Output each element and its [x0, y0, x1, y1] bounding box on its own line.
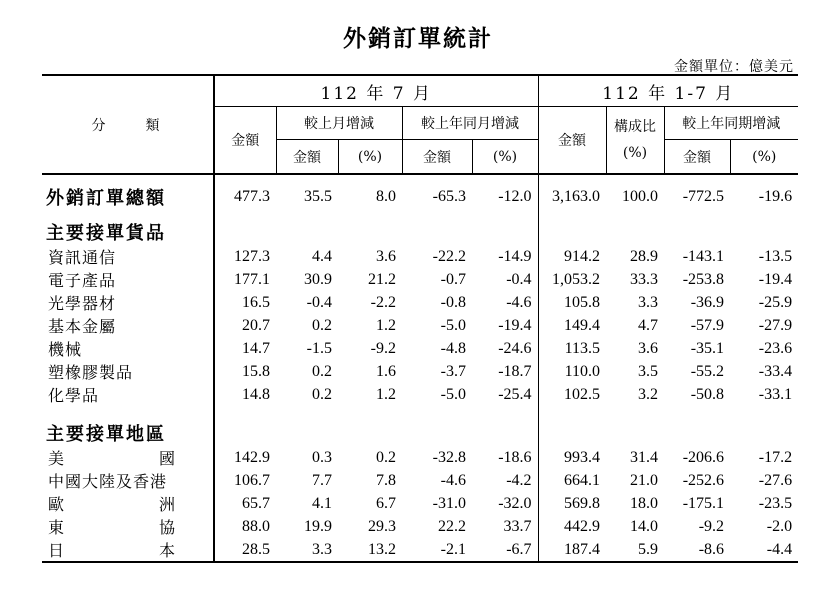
cell-value: -252.6: [682, 471, 725, 489]
header-vs-same-period: 較上年同期增減: [664, 107, 798, 140]
cell-value: -14.9: [498, 247, 532, 265]
cell-value: -17.2: [758, 448, 793, 466]
cell-value: 3.5: [638, 362, 659, 380]
empty-cell: [538, 420, 606, 446]
cell-value: 914.2: [538, 245, 606, 268]
row-label: [42, 492, 214, 515]
row-label: [42, 515, 214, 538]
row-label: 電子產品: [48, 271, 117, 290]
table-row: [42, 245, 798, 268]
cell-value: 1.2: [376, 316, 396, 334]
empty-cell: [338, 406, 402, 420]
header-composition-unit: (%): [622, 145, 648, 161]
cell-value: -0.4: [306, 293, 332, 311]
table-row: [42, 360, 798, 383]
sub-pct: (%): [472, 140, 538, 175]
cell-value: 664.1: [538, 469, 606, 492]
cell-value: 19.9: [304, 517, 332, 535]
cell-value: -0.4: [506, 270, 532, 288]
row-label: [42, 446, 214, 469]
cell-value: 113.5: [538, 337, 606, 360]
cell-value: 33.7: [503, 517, 532, 535]
cell-value: -31.0: [432, 494, 466, 512]
empty-cell: [276, 219, 338, 245]
cell-value: 4.1: [312, 494, 332, 512]
cell-value: 127.3: [214, 245, 276, 268]
row-label: 化學品: [48, 386, 100, 405]
cell-value: 0.3: [312, 448, 332, 466]
cell-value: -23.5: [758, 494, 793, 512]
sub-amount: 金額: [402, 140, 472, 175]
cell-value: 569.8: [538, 492, 606, 515]
header-amount-ytd: 金額: [538, 107, 606, 175]
empty-cell: [276, 406, 338, 420]
cell-value: 14.7: [214, 337, 276, 360]
cell-value: 187.4: [538, 538, 606, 562]
cell-value: 14.8: [214, 383, 276, 406]
cell-value: -0.7: [440, 270, 466, 288]
table-row: [42, 383, 798, 406]
cell-value: 16.5: [214, 291, 276, 314]
cell-value: 31.4: [630, 448, 659, 466]
empty-cell: [664, 406, 730, 420]
empty-cell: [42, 406, 214, 420]
empty-cell: [276, 420, 338, 446]
cell-value: 21.0: [630, 471, 659, 489]
cell-value: 88.0: [214, 515, 276, 538]
row-label-spread: [48, 492, 176, 515]
row-label: 資訊通信: [48, 248, 117, 267]
cell-value: -32.8: [432, 448, 466, 466]
cell-value: 22.2: [438, 517, 466, 535]
cell-value: 102.5: [538, 383, 606, 406]
section-title: 主要接單地區: [46, 424, 166, 445]
table-row: [42, 268, 798, 291]
cell-value: -2.2: [370, 293, 396, 311]
page-title: 外銷訂單統計: [343, 25, 493, 52]
cell-value: -50.8: [690, 385, 725, 403]
cell-value: 0.2: [312, 385, 332, 403]
cell-value: 28.9: [630, 247, 659, 265]
cell-value: 7.7: [312, 471, 332, 489]
sub-amount: 金額: [276, 140, 338, 175]
cell-value: -2.1: [402, 538, 472, 562]
sub-pct: (%): [338, 140, 402, 175]
cell-value: 18.0: [630, 494, 659, 512]
cell-value: 3.6: [638, 339, 659, 357]
export-orders-table: [42, 74, 798, 563]
cell-value: -36.9: [690, 293, 725, 311]
row-label: [42, 538, 214, 562]
cell-value: 1.6: [376, 362, 396, 380]
header-vs-same-month: 較上年同月增減: [402, 107, 538, 140]
cell-value: 177.1: [214, 268, 276, 291]
empty-cell: [538, 219, 606, 245]
row-label-char: 國: [158, 449, 176, 468]
empty-cell: [214, 219, 276, 245]
cell-value: 142.9: [214, 446, 276, 469]
row-label: 光學器材: [48, 294, 117, 313]
cell-value: -24.6: [498, 339, 532, 357]
cell-value: 20.7: [214, 314, 276, 337]
cell-value: 993.4: [538, 446, 606, 469]
cell-value: 0.2: [312, 362, 332, 380]
empty-cell: [472, 420, 538, 446]
cell-value: -9.2: [370, 339, 396, 357]
cell-value: -18.7: [498, 362, 532, 380]
cell-value: -8.6: [664, 538, 730, 562]
cell-value: -2.0: [766, 517, 793, 535]
header-composition-label: 構成比: [614, 119, 657, 135]
cell-value: 105.8: [538, 291, 606, 314]
cell-value: 21.2: [368, 270, 396, 288]
cell-value: -772.5: [682, 188, 725, 205]
empty-cell: [338, 219, 402, 245]
header-vs-last-month: 較上月增減: [276, 107, 402, 140]
row-label-char: 洲: [158, 495, 176, 514]
row-label-char: 東: [48, 518, 66, 537]
cell-value: -65.3: [432, 188, 466, 205]
cell-value: 4.4: [312, 247, 332, 265]
empty-cell: [402, 406, 472, 420]
empty-cell: [214, 420, 276, 446]
cell-value: 3,163.0: [538, 174, 606, 219]
cell-value: -27.6: [758, 471, 793, 489]
cell-value: -4.2: [506, 471, 532, 489]
cell-value: -35.1: [690, 339, 725, 357]
row-label: 外銷訂單總額: [46, 188, 166, 209]
cell-value: -4.6: [440, 471, 466, 489]
cell-value: 7.8: [376, 471, 396, 489]
empty-cell: [402, 219, 472, 245]
cell-value: -32.0: [498, 494, 532, 512]
cell-value: -13.5: [758, 247, 793, 265]
table-row: [42, 314, 798, 337]
table-row: [42, 446, 798, 469]
cell-value: -6.7: [472, 538, 538, 562]
cell-value: 14.0: [630, 517, 659, 535]
header-amount-month: 金額: [214, 107, 276, 175]
cell-value: -33.4: [758, 362, 793, 380]
empty-cell: [214, 406, 276, 420]
cell-value: 442.9: [538, 515, 606, 538]
table-row: [42, 492, 798, 515]
row-label-spread: [48, 446, 176, 469]
row-label: 中國大陸及香港: [48, 472, 168, 491]
table-row: [42, 515, 798, 538]
row-label-char: 日: [48, 541, 66, 560]
cell-value: 3.3: [276, 538, 338, 562]
cell-value: -5.0: [440, 385, 466, 403]
header-period-ytd: 112 年 1-7 月: [538, 75, 798, 107]
cell-value: -27.9: [758, 316, 793, 334]
cell-value: -22.2: [432, 247, 466, 265]
row-label-char: 本: [158, 541, 176, 560]
table-row: [42, 291, 798, 314]
header-category: 分 類: [42, 75, 214, 174]
cell-value: -0.8: [440, 293, 466, 311]
cell-value: 1.2: [376, 385, 396, 403]
table-body: [42, 174, 798, 562]
cell-value: 30.9: [304, 270, 332, 288]
cell-value: -57.9: [690, 316, 725, 334]
cell-value: 28.5: [214, 538, 276, 562]
empty-cell: [730, 406, 798, 420]
cell-value: 4.7: [638, 316, 659, 334]
cell-value: 6.7: [376, 494, 396, 512]
row-label-char: 美: [48, 449, 66, 468]
cell-value: 65.7: [214, 492, 276, 515]
cell-value: 33.3: [630, 270, 659, 288]
empty-cell: [472, 219, 538, 245]
empty-cell: [664, 219, 730, 245]
header-composition: [606, 107, 664, 175]
cell-value: -1.5: [306, 339, 332, 357]
cell-value: -19.6: [758, 188, 793, 205]
row-label-spread: [48, 515, 176, 538]
cell-value: 477.3: [214, 174, 276, 219]
empty-cell: [730, 420, 798, 446]
cell-value: -4.4: [730, 538, 798, 562]
cell-value: 0.2: [312, 316, 332, 334]
cell-value: -55.2: [690, 362, 725, 380]
cell-value: 1,053.2: [538, 268, 606, 291]
cell-value: -5.0: [440, 316, 466, 334]
table-row-total: [42, 174, 798, 219]
empty-cell: [402, 420, 472, 446]
table-row: [42, 337, 798, 360]
cell-value: -253.8: [682, 270, 725, 288]
cell-value: 149.4: [538, 314, 606, 337]
cell-value: 5.9: [606, 538, 664, 562]
section-header-row: [42, 420, 798, 446]
cell-value: -4.6: [506, 293, 532, 311]
empty-cell: [606, 406, 664, 420]
cell-value: -12.0: [498, 188, 532, 205]
sub-amount: 金額: [664, 140, 730, 175]
unit-note: 金額單位：億美元: [674, 59, 794, 75]
row-label: 機械: [48, 340, 83, 359]
cell-value: 15.8: [214, 360, 276, 383]
cell-value: -25.9: [758, 293, 793, 311]
cell-value: 8.0: [376, 188, 396, 205]
cell-value: -143.1: [682, 247, 725, 265]
cell-value: -175.1: [682, 494, 725, 512]
sub-pct: (%): [730, 140, 798, 175]
empty-cell: [606, 420, 664, 446]
cell-value: -18.6: [498, 448, 532, 466]
empty-cell: [472, 406, 538, 420]
cell-value: 29.3: [368, 517, 396, 535]
cell-value: 13.2: [338, 538, 402, 562]
cell-value: 100.0: [622, 188, 659, 205]
spacer-row: [42, 406, 798, 420]
cell-value: -33.1: [758, 385, 793, 403]
row-label-char: 協: [158, 518, 176, 537]
header-period-month: 112 年 7 月: [214, 75, 538, 107]
section-title: 主要接單貨品: [46, 223, 166, 244]
row-label-char: 歐: [48, 495, 66, 514]
cell-value: 106.7: [214, 469, 276, 492]
cell-value: -4.8: [440, 339, 466, 357]
cell-value: 3.3: [638, 293, 659, 311]
cell-value: 3.2: [638, 385, 659, 403]
row-label: 塑橡膠製品: [48, 363, 134, 382]
table-row: [42, 469, 798, 492]
empty-cell: [606, 219, 664, 245]
empty-cell: [664, 420, 730, 446]
cell-value: 35.5: [304, 188, 332, 205]
empty-cell: [338, 420, 402, 446]
cell-value: -23.6: [758, 339, 793, 357]
cell-value: -19.4: [498, 316, 532, 334]
empty-cell: [538, 406, 606, 420]
cell-value: 110.0: [538, 360, 606, 383]
empty-cell: [730, 219, 798, 245]
cell-value: -206.6: [682, 448, 725, 466]
section-header-row: [42, 219, 798, 245]
cell-value: -25.4: [498, 385, 532, 403]
row-label: 基本金屬: [48, 317, 117, 336]
cell-value: 0.2: [376, 448, 396, 466]
cell-value: -9.2: [698, 517, 725, 535]
cell-value: -19.4: [758, 270, 793, 288]
table-row: [42, 538, 798, 562]
row-label-spread: [48, 538, 176, 561]
cell-value: 3.6: [376, 247, 396, 265]
cell-value: -3.7: [440, 362, 466, 380]
